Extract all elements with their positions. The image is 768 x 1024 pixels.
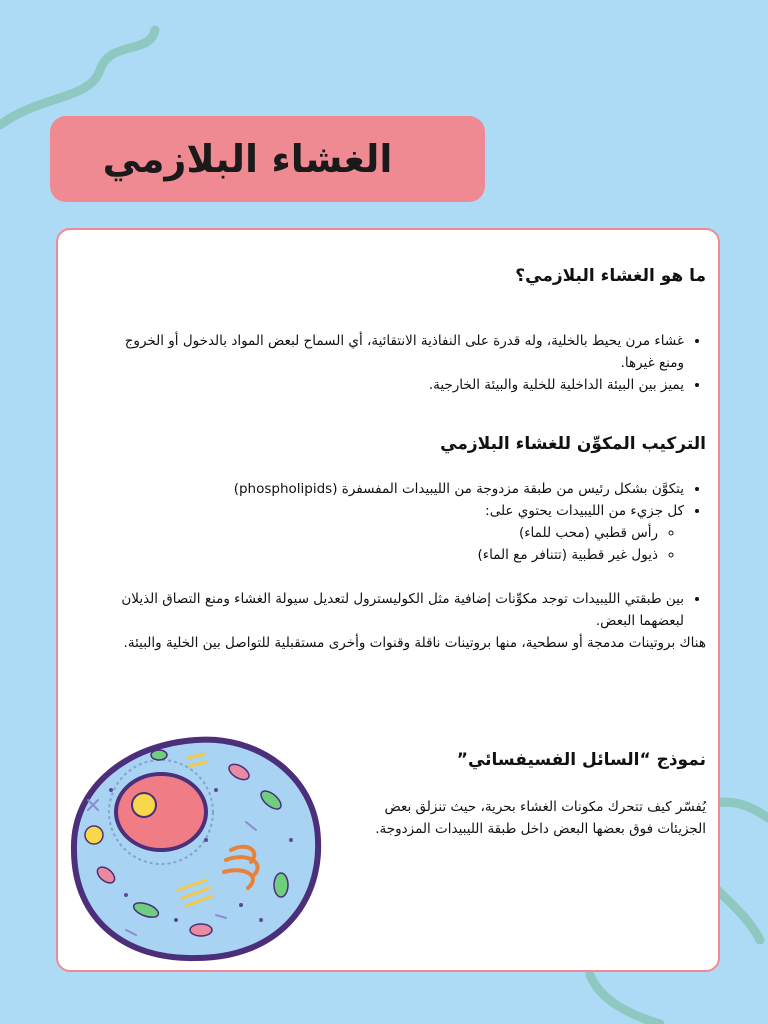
list-item: • غشاء مرن يحيط بالخلية، وله قدرة على النفاذية الانتقائية، أي السماح لبعض المواد بالدخول أو الخروج ومنع غيرها. [108, 330, 684, 374]
model-section [346, 750, 706, 840]
sub-list-item: ◦ رأس قطبي (محب للماء) [108, 522, 658, 544]
section2-heading: التركيب المكوِّن للغشاء البلازمي [440, 434, 706, 454]
section1-heading: ما هو الغشاء البلازمي؟ [515, 266, 706, 286]
section3-text: يُفسّر كيف تتحرك مكونات الغشاء بحرية، حيث تنزلق بعض الجزيئات فوق بعضها البعض داخل طبقة الليبيدات المزدوجة. [375, 799, 706, 837]
section2-note: هناك بروتينات مدمجة أو سطحية، منها بروتينات ناقلة وقنوات وأخرى مستقبلية للتواصل بين الخلية والبيئة. [123, 635, 706, 651]
page-title: الغشاء البلازمي [102, 137, 393, 181]
list-item [108, 500, 684, 566]
sub-list [108, 522, 684, 566]
list-item: • يتكوَّن بشكل رئيس من طبقة مزدوجة من الليبيدات المفسفرة (phospholipids) [108, 478, 684, 500]
sub-list-item: ◦ ذيول غير قطبية (تتنافر مع الماء) [108, 544, 658, 566]
content-body [108, 258, 706, 654]
list-item-text: كل جزيء من الليبيدات يحتوي على: [485, 503, 684, 519]
list-item: • يميز بين البيئة الداخلية للخلية والبيئة الخارجية. [108, 374, 684, 396]
section2-list [108, 478, 706, 566]
section3-heading: نموذج “السائل الفسيفسائي” [456, 750, 706, 770]
section2-list-extra [108, 588, 706, 632]
title-banner [50, 116, 485, 202]
animal-cell-icon [66, 730, 326, 965]
list-item: • بين طبقتي الليبيدات توجد مكوِّنات إضافية مثل الكوليسترول لتعديل سيولة الغشاء ومنع التصاق الذيلان لبعضهما البعض. [108, 588, 684, 632]
section1-list [108, 330, 706, 396]
